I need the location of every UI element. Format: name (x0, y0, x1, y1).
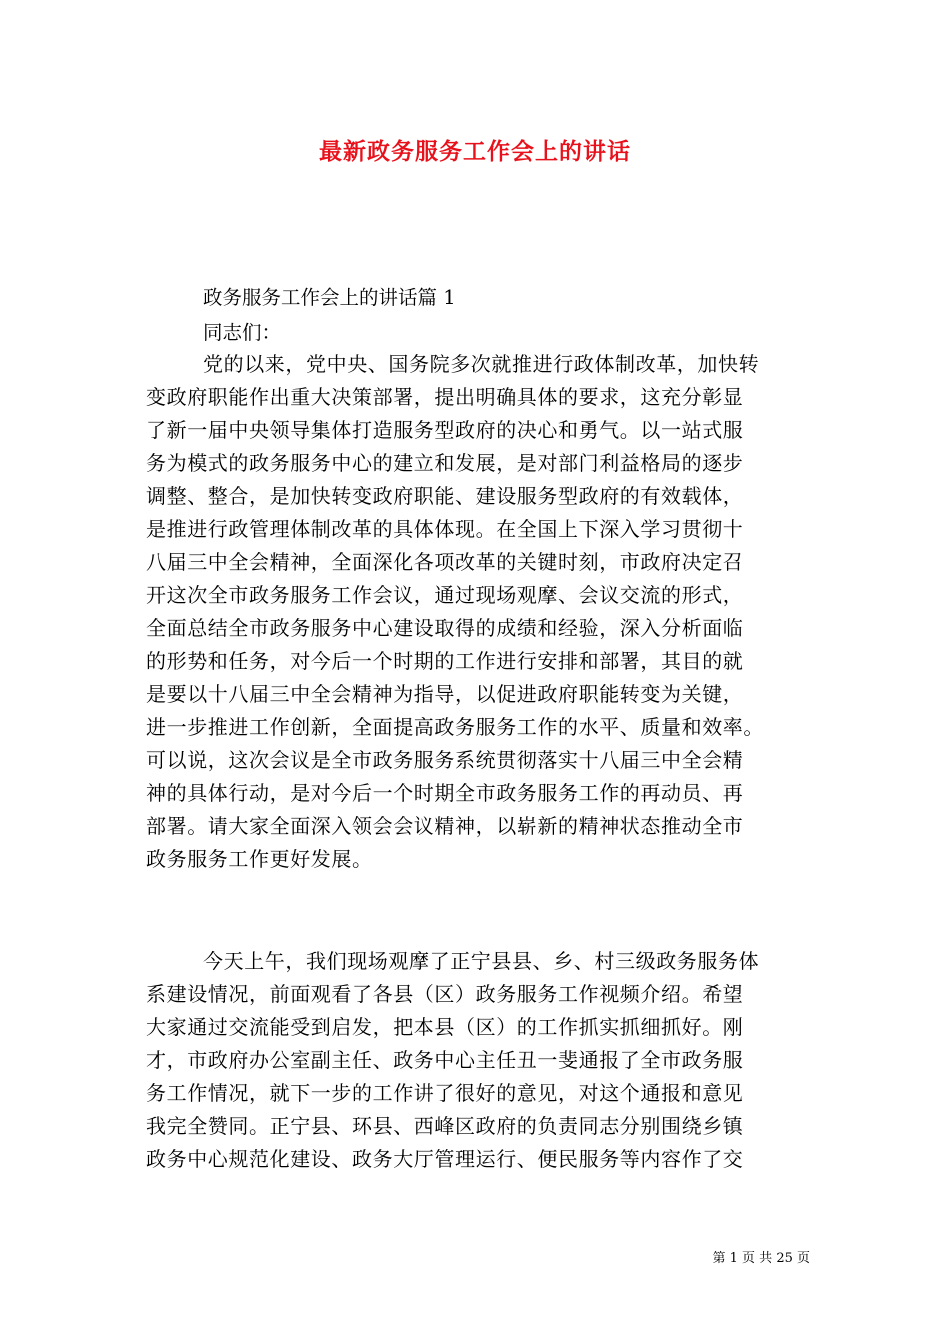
paragraph-line: 神的具体行动，是对今后一个时期全市政务服务工作的再动员、再 (146, 781, 744, 805)
paragraph-line: 八届三中全会精神，全面深化各项改革的关键时刻，市政府决定召 (146, 550, 744, 574)
paragraph-line: 务为模式的政务服务中心的建立和发展，是对部门利益格局的逐步 (146, 451, 744, 475)
paragraph-line: 变政府职能作出重大决策部署，提出明确具体的要求，这充分彰显 (146, 385, 744, 409)
paragraph-line: 今天上午，我们现场观摩了正宁县县、乡、村三级政务服务体 (203, 949, 760, 973)
page-number: 第 1 页 共 25 页 (712, 1251, 810, 1266)
paragraph-line: 了新一届中央领导集体打造服务型政府的决心和勇气。以一站式服 (146, 418, 744, 442)
paragraph-line: 系建设情况，前面观看了各县（区）政务服务工作视频介绍。希望 (146, 982, 744, 1006)
paragraph-1 (146, 348, 806, 876)
paragraph-line: 我完全赞同。正宁县、环县、西峰区政府的负责同志分别围绕乡镇 (146, 1114, 744, 1138)
paragraph-line: 进一步推进工作创新，全面提高政务服务工作的水平、质量和效率。 (146, 715, 764, 739)
paragraph-2 (146, 945, 806, 1176)
section-subheading: 政务服务工作会上的讲话篇 1 (203, 286, 456, 309)
document-title: 最新政务服务工作会上的讲话 (319, 138, 631, 165)
paragraph-line: 政务中心规范化建设、政务大厅管理运行、便民服务等内容作了交 (146, 1147, 744, 1171)
paragraph-line: 党的以来，党中央、国务院多次就推进行政体制改革，加快转 (203, 352, 760, 376)
paragraph-line: 全面总结全市政务服务中心建设取得的成绩和经验，深入分析面临 (146, 616, 744, 640)
paragraph-line: 调整、整合，是加快转变政府职能、建设服务型政府的有效载体， (146, 484, 744, 508)
paragraph-line: 的形势和任务，对今后一个时期的工作进行安排和部署，其目的就 (146, 649, 744, 673)
paragraph-line: 务工作情况，就下一步的工作讲了很好的意见，对这个通报和意见 (146, 1081, 744, 1105)
paragraph-line: 开这次全市政务服务工作会议，通过现场观摩、会议交流的形式， (146, 583, 744, 607)
salutation: 同志们： (203, 321, 282, 344)
paragraph-line: 是要以十八届三中全会精神为指导，以促进政府职能转变为关键， (146, 682, 744, 706)
paragraph-line: 政务服务工作更好发展。 (146, 847, 373, 871)
paragraph-line: 部署。请大家全面深入领会会议精神，以崭新的精神状态推动全市 (146, 814, 744, 838)
paragraph-line: 可以说，这次会议是全市政务服务系统贯彻落实十八届三中全会精 (146, 748, 744, 772)
paragraph-line: 才，市政府办公室副主任、政务中心主任丑一斐通报了全市政务服 (146, 1048, 744, 1072)
paragraph-line: 是推进行政管理体制改革的具体体现。在全国上下深入学习贯彻十 (146, 517, 744, 541)
paragraph-line: 大家通过交流能受到启发，把本县（区）的工作抓实抓细抓好。刚 (146, 1015, 744, 1039)
